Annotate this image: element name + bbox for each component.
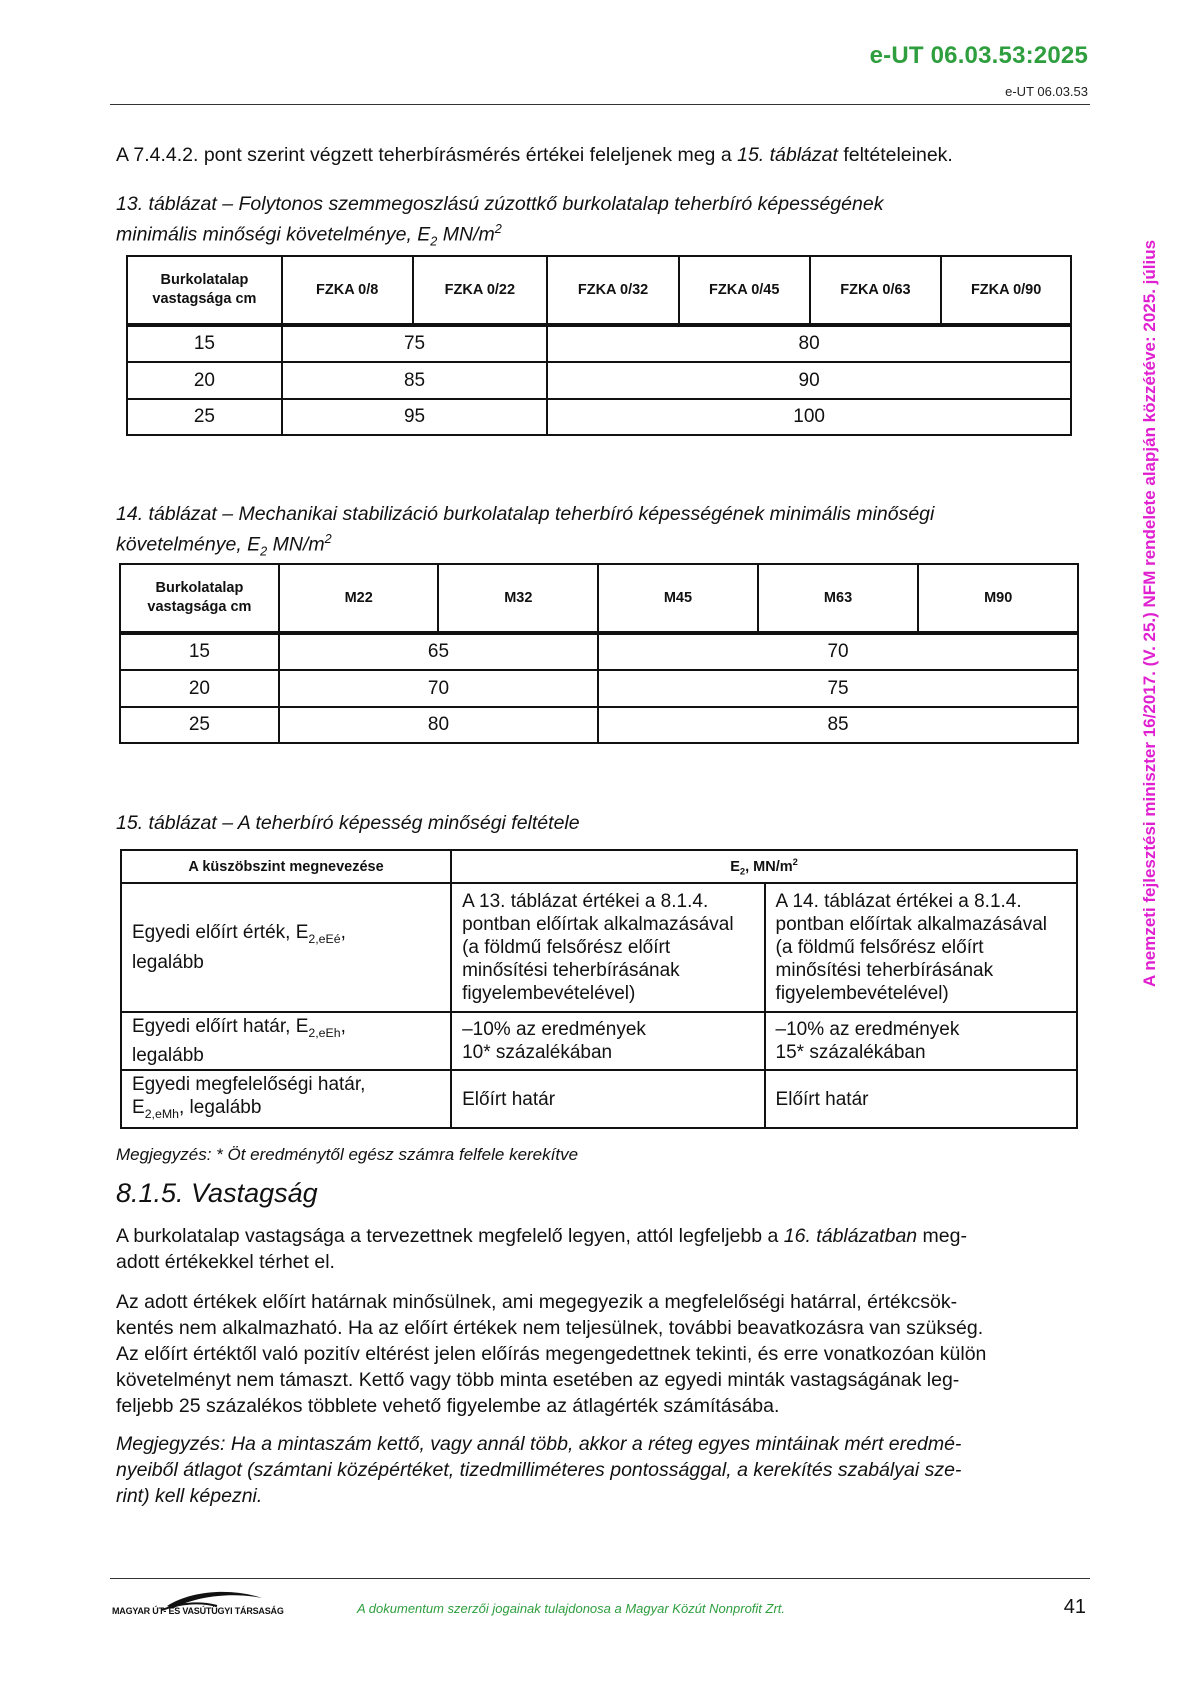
table-13-header-cell: FZKA 0/8 xyxy=(282,256,413,325)
table-cell: 20 xyxy=(120,670,279,707)
copyright-notice: A dokumentum szerzői jogainak tulajdonosa a Magyar Közút Nonprofit Zrt. xyxy=(357,1601,786,1616)
table-13-header-cell: FZKA 0/90 xyxy=(941,256,1071,325)
table-cell: 15 xyxy=(127,325,282,362)
document-subcode: e-UT 06.03.53 xyxy=(1005,84,1088,99)
table-row xyxy=(120,707,1078,743)
table-cell: –10% az eredmények 10* százalékában xyxy=(451,1012,764,1070)
table-cell: 100 xyxy=(547,399,1071,435)
table-cell: 75 xyxy=(282,325,547,362)
document-code: e-UT 06.03.53:2025 xyxy=(869,42,1088,69)
table-row xyxy=(121,883,1077,1012)
table-cell: Egyedi előírt érték, $E_{2,eEé}$, legalább xyxy=(121,883,451,1012)
table-14-header-cell: M22 xyxy=(279,564,439,633)
table-14-header-row xyxy=(120,564,1078,633)
table-13-caption: 13. táblázat – Folytonos szemmegoszlású zúzottkő burkolatalap teherbíró képességének minimális minőségi követelménye, $E_2$ $MN/m^2$ xyxy=(116,193,884,249)
side-publication-note: A nemzeti fejlesztési miniszter 16/2017. (V. 25.) NFM rendelete alapján közzétéve: 2025. július xyxy=(1140,239,1159,987)
table-cell: 85 xyxy=(598,707,1078,743)
table-15-caption: 15. táblázat – A teherbíró képesség minőségi feltétele xyxy=(116,812,580,834)
table-row xyxy=(120,670,1078,707)
table-15 xyxy=(120,849,1078,1129)
table-14 xyxy=(119,563,1079,744)
footer-divider xyxy=(110,1578,1090,1579)
table-row xyxy=(121,1012,1077,1070)
society-logo-text: MAGYAR ÚT- ÉS VASÚTÜGYI TÁRSASÁG xyxy=(112,1606,284,1616)
table-row xyxy=(127,399,1071,435)
table-14-header-cell: Burkolatalap vastagsága cm xyxy=(120,564,279,633)
table-cell: 80 xyxy=(547,325,1071,362)
table-15-header-cell: $E_2$, $MN/m^2$ xyxy=(451,850,1077,883)
table-15-header-row xyxy=(121,850,1077,883)
table-15-header-cell: A küszöbszint megnevezése xyxy=(121,850,451,883)
page-number: 41 xyxy=(1063,1596,1086,1618)
header-divider xyxy=(110,104,1090,105)
table-row xyxy=(120,633,1078,670)
table-row xyxy=(127,362,1071,399)
table-cell: 95 xyxy=(282,399,547,435)
table-cell: –10% az eredmények 15* százalékában xyxy=(765,1012,1077,1070)
table-cell: 75 xyxy=(598,670,1078,707)
table-cell: A 14. táblázat értékei a 8.1.4. pontban előírtak alkalmazásával (a földmű felsőrész előírt minősítési teherbírásának figyelembevételével) xyxy=(765,883,1077,1012)
table-cell: 20 xyxy=(127,362,282,399)
table-cell: 25 xyxy=(127,399,282,435)
table-cell: Előírt határ xyxy=(451,1070,764,1128)
table-cell: 70 xyxy=(279,670,598,707)
table-13 xyxy=(126,255,1072,436)
table-cell: 85 xyxy=(282,362,547,399)
table-13-header-cell: FZKA 0/32 xyxy=(547,256,679,325)
note-paragraph: Megjegyzés: Ha a mintaszám kettő, vagy annál több, akkor a réteg egyes mintáinak mért eredmé- nyeiből átlagot (számtani középértéket, tizedmilliméteres pontossággal, a kerekítés szabályai sze- rint) kell képezni. xyxy=(116,1433,962,1507)
intro-paragraph: A 7.4.4.2. pont szerint végzett teherbírásmérés értékei feleljenek meg a 15. táblázat feltételeinek. xyxy=(116,144,953,166)
table-cell: 80 xyxy=(279,707,598,743)
section-heading: 8.1.5. Vastagság xyxy=(116,1178,318,1208)
table-13-header-cell: Burkolatalap vastagsága cm xyxy=(127,256,282,325)
table-cell: Egyedi előírt határ, $E_{2,eEh}$, legalább xyxy=(121,1012,451,1070)
table-13-header-cell: FZKA 0/63 xyxy=(810,256,942,325)
table-14-caption: 14. táblázat – Mechanikai stabilizáció burkolatalap teherbíró képességének minimális minőségi követelménye, $E_2$ $MN/m^2$ xyxy=(116,503,935,559)
table-cell: 70 xyxy=(598,633,1078,670)
table-cell: 15 xyxy=(120,633,279,670)
table-13-header-cell: FZKA 0/45 xyxy=(679,256,810,325)
table-14-header-cell: M32 xyxy=(438,564,598,633)
table-row xyxy=(121,1070,1077,1128)
table-14-header-cell: M45 xyxy=(598,564,758,633)
table-cell: 25 xyxy=(120,707,279,743)
table-14-header-cell: M90 xyxy=(918,564,1078,633)
table-cell: A 13. táblázat értékei a 8.1.4. pontban előírtak alkalmazásával (a földmű felsőrész előírt minősítési teherbírásának figyelembevételével) xyxy=(451,883,764,1012)
paragraph: Az adott értékek előírt határnak minősülnek, ami megegyezik a megfelelőségi határral, értékcsök- kentés nem alkalmazható. Ha az előírt értékek nem teljesülnek, további beavatkozásra van szükség. Az előírt értéktől való pozitív eltérést jelen előírás megengedettnek tekinti, és erre vonatkozóan külön követelményt nem támaszt. Kettő vagy több minta esetében az egyedi minták vastagságának leg- feljebb 25 százalékos többlete vehető figyelembe az átlagérték számításába. xyxy=(116,1291,987,1417)
paragraph: A burkolatalap vastagsága a tervezettnek megfelelő legyen, attól legfeljebb a 16. táblázatban meg- adott értékekkel térhet el. xyxy=(116,1225,967,1273)
table-14-header-cell: M63 xyxy=(758,564,919,633)
table-13-header-row xyxy=(127,256,1071,325)
table-15-note: Megjegyzés: * Öt eredménytől egész számra felfele kerekítve xyxy=(116,1145,579,1164)
table-cell: 90 xyxy=(547,362,1071,399)
table-cell: Előírt határ xyxy=(765,1070,1077,1128)
table-13-header-cell: FZKA 0/22 xyxy=(413,256,548,325)
table-row xyxy=(127,325,1071,362)
table-cell: Egyedi megfelelőségi határ, $E_{2,eMh}$, legalább xyxy=(121,1070,451,1128)
table-cell: 65 xyxy=(279,633,598,670)
